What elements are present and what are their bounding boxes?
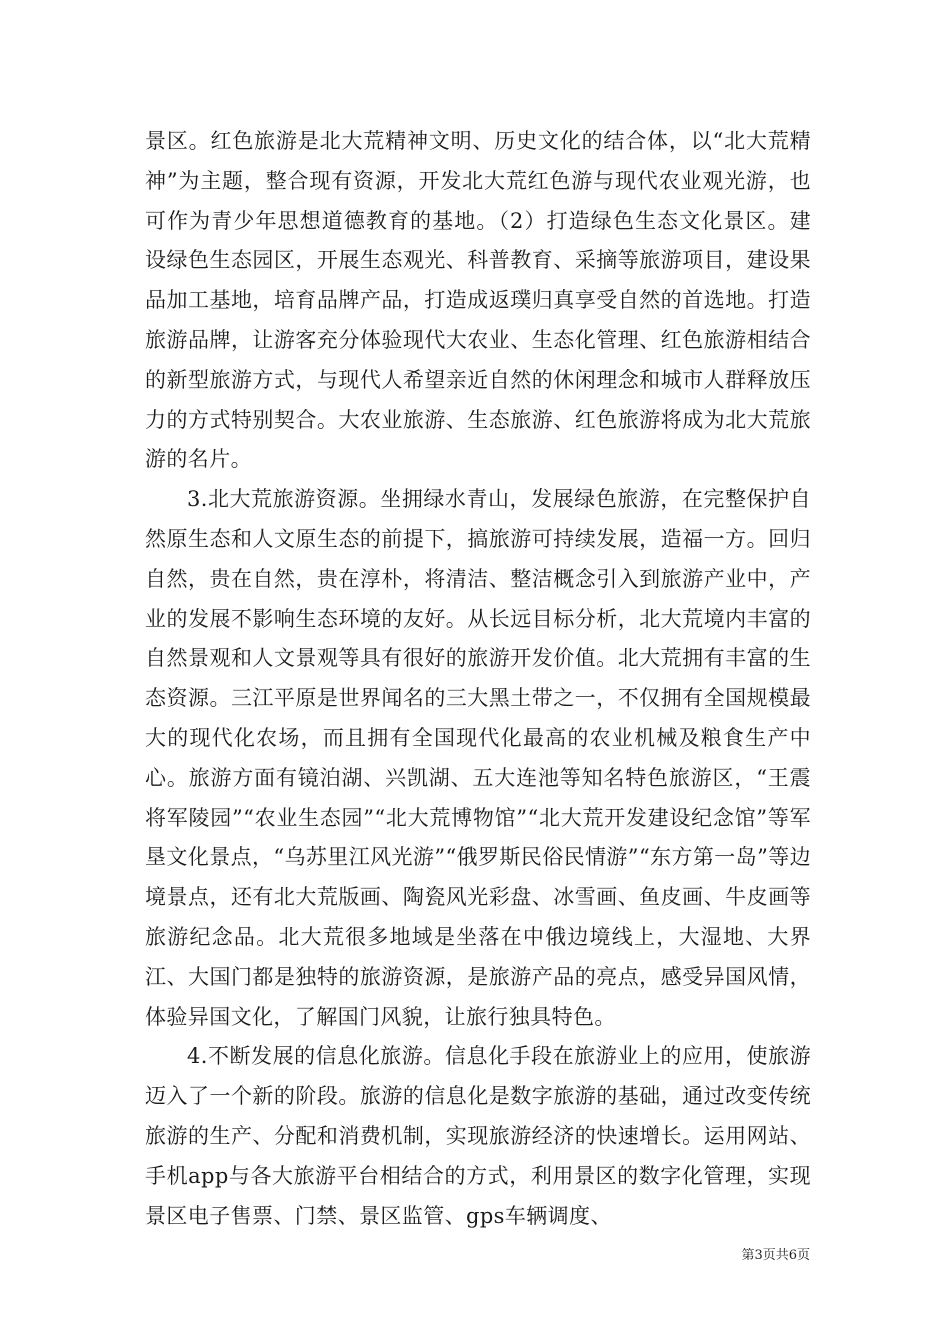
page-number: 第3页共6页 xyxy=(741,1248,810,1263)
body-text xyxy=(145,122,811,1236)
paragraph-3: 4.不断发展的信息化旅游。信息化手段在旅游业上的应用，使旅游迈入了一个新的阶段。旅游的信息化是数字旅游的基础，通过改变传统旅游的生产、分配和消费机制，实现旅游经济的快速增长。运用网站、手机app与各大旅游平台相结合的方式，利用景区的数字化管理，实现景区电子售票、门禁、景区监管、gps车辆调度、 xyxy=(145,1044,811,1228)
paragraph-1: 景区。红色旅游是北大荒精神文明、历史文化的结合体，以“北大荒精神”为主题，整合现有资源，开发北大荒红色游与现代农业观光游，也可作为青少年思想道德教育的基地。（2）打造绿色生态文化景区。建设绿色生态园区，开展生态观光、科普教育、采摘等旅游项目，建设果品加工基地，培育品牌产品，打造成返璞归真享受自然的首选地。打造旅游品牌，让游客充分体验现代大农业、生态化管理、红色旅游相结合的新型旅游方式，与现代人希望亲近自然的休闲理念和城市人群释放压力的方式特别契合。大农业旅游、生态旅游、红色旅游将成为北大荒旅游的名片。 xyxy=(145,129,811,472)
paragraph-2: 3.北大荒旅游资源。坐拥绿水青山，发展绿色旅游，在完整保护自然原生态和人文原生态的前提下，搞旅游可持续发展，造福一方。回归自然，贵在自然，贵在淳朴，将清洁、整洁概念引入到旅游产业中，产业的发展不影响生态环境的友好。从长远目标分析，北大荒境内丰富的自然景观和人文景观等具有很好的旅游开发价值。北大荒拥有丰富的生态资源。三江平原是世界闻名的三大黑土带之一，不仅拥有全国规模最大的现代化农场，而且拥有全国现代化最高的农业机械及粮食生产中心。旅游方面有镜泊湖、兴凯湖、五大连池等知名特色旅游区，“王震将军陵园”“农业生态园”“北大荒博物馆”“北大荒开发建设纪念馆”等军垦文化景点，“乌苏里江风光游”“俄罗斯民俗民情游”“东方第一岛”等边境景点，还有北大荒版画、陶瓷风光彩盘、冰雪画、鱼皮画、牛皮画等旅游纪念品。北大荒很多地域是坐落在中俄边境线上，大湿地、大界江、大国门都是独特的旅游资源，是旅游产品的亮点，感受异国风情，体验异国文化，了解国门风貌，让旅行独具特色。 xyxy=(145,487,812,1029)
